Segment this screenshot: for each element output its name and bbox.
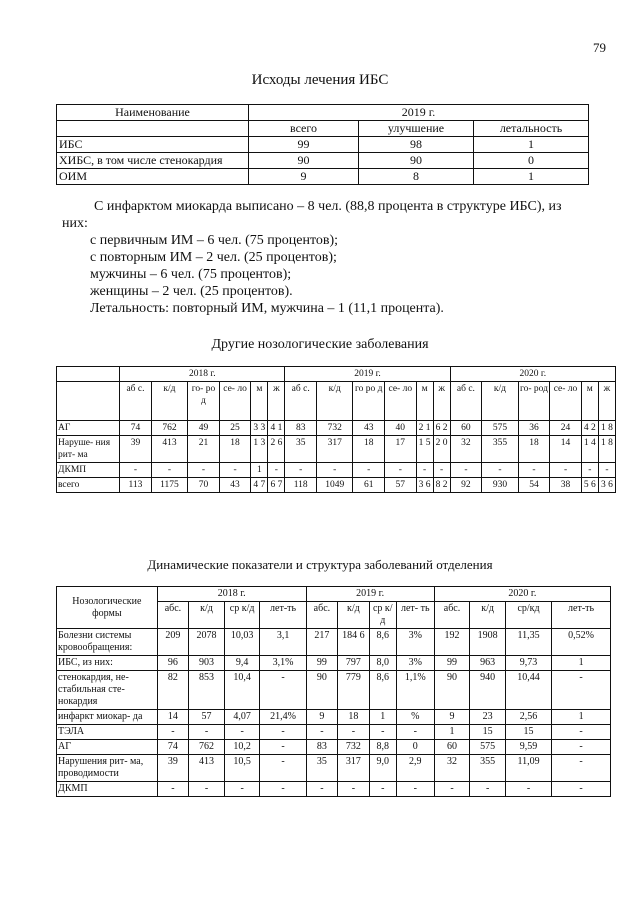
- t2-subheader: ж: [433, 382, 450, 421]
- t2-cell: -: [550, 463, 582, 478]
- t3-cell: 732: [338, 740, 369, 755]
- table-row: [57, 755, 611, 782]
- t3-cell: 0: [396, 740, 434, 755]
- t1-cell: 98: [359, 137, 474, 153]
- t2-cell: 61: [353, 478, 385, 493]
- t3-cell: 192: [434, 629, 470, 656]
- t3-cell: -: [552, 755, 611, 782]
- list-item: с повторным ИМ – 2 чел. (25 процентов);: [90, 250, 337, 265]
- t2-cell: 2 0: [433, 436, 450, 463]
- t2-cell: 18: [518, 436, 550, 463]
- t3-row-label: ИБС, из них:: [57, 656, 158, 671]
- t3-cell: -: [224, 725, 260, 740]
- t3-cell: -: [369, 782, 396, 797]
- t3-cell: 184 6: [338, 629, 369, 656]
- t2-subheader: аб с.: [285, 382, 317, 421]
- t3-cell: 0,52%: [552, 629, 611, 656]
- t2-cell: 732: [316, 421, 352, 436]
- dynamics-table: [56, 586, 611, 797]
- t3-cell: -: [470, 782, 506, 797]
- t3-subheader: ср к/д: [369, 602, 396, 629]
- t3-cell: -: [338, 725, 369, 740]
- t3-cell: 15: [505, 725, 551, 740]
- t2-cell: 2 1: [416, 421, 433, 436]
- list-item: женщины – 2 чел. (25 процентов).: [90, 284, 293, 299]
- t3-cell: 413: [189, 755, 225, 782]
- list-item: мужчины – 6 чел. (75 процентов);: [90, 267, 292, 282]
- t2-cell: -: [433, 463, 450, 478]
- t3-cell: -: [552, 782, 611, 797]
- t2-subheader: се- ло: [219, 382, 251, 421]
- t2-year: 2018 г.: [120, 367, 285, 382]
- t1-cell: 9: [249, 169, 359, 185]
- t3-cell: 23: [470, 710, 506, 725]
- t3-cell: 9,0: [369, 755, 396, 782]
- t1-subheader: улучшение: [359, 121, 474, 137]
- t3-cell: 96: [157, 656, 188, 671]
- t3-cell: 1: [434, 725, 470, 740]
- t2-cell: 113: [120, 478, 152, 493]
- table-row: [57, 740, 611, 755]
- t3-row-label: ТЭЛА: [57, 725, 158, 740]
- t3-cell: -: [260, 755, 306, 782]
- t2-cell: 575: [482, 421, 518, 436]
- t3-cell: 3,1%: [260, 656, 306, 671]
- t1-cell: 90: [249, 153, 359, 169]
- t3-cell: 10,03: [224, 629, 260, 656]
- t2-cell: 38: [550, 478, 582, 493]
- t3-cell: %: [396, 710, 434, 725]
- t3-cell: -: [224, 782, 260, 797]
- title-ibs-outcomes: Исходы лечения ИБС: [251, 72, 389, 88]
- t2-subheader: ж: [268, 382, 285, 421]
- t3-cell: 10,5: [224, 755, 260, 782]
- t3-cell: 90: [434, 671, 470, 710]
- t3-cell: 355: [470, 755, 506, 782]
- t2-row-label: Наруше- ния рит- ма: [57, 436, 120, 463]
- t3-row-label: инфаркт миокар- да: [57, 710, 158, 725]
- t2-subheader: го- род: [518, 382, 550, 421]
- t3-cell: -: [260, 740, 306, 755]
- t2-cell: 70: [188, 478, 220, 493]
- t3-cell: -: [260, 782, 306, 797]
- t2-cell: 43: [219, 478, 251, 493]
- t2-subheader: ж: [598, 382, 615, 421]
- t2-cell: 1 5: [416, 436, 433, 463]
- t3-cell: 3%: [396, 629, 434, 656]
- t2-subheader: аб с.: [120, 382, 152, 421]
- mi-paragraph: [62, 198, 622, 232]
- table-row: [57, 153, 589, 169]
- t3-cell: -: [260, 671, 306, 710]
- t2-cell: 17: [385, 436, 417, 463]
- t2-cell: 3 6: [598, 478, 615, 493]
- t3-cell: 3,1: [260, 629, 306, 656]
- t3-cell: 57: [189, 710, 225, 725]
- t3-subheader: к/д: [189, 602, 225, 629]
- t3-cell: 1908: [470, 629, 506, 656]
- t3-cell: 9,4: [224, 656, 260, 671]
- t3-cell: 2,9: [396, 755, 434, 782]
- page-number: 79: [593, 40, 606, 55]
- t1-cell: 99: [249, 137, 359, 153]
- t2-subheader: к/д: [482, 382, 518, 421]
- t1-header-year: 2019 г.: [249, 105, 589, 121]
- t2-cell: -: [120, 463, 152, 478]
- t3-subheader: лет-ть: [260, 602, 306, 629]
- t1-subheader: летальность: [474, 121, 589, 137]
- t2-cell: 1 3: [251, 436, 268, 463]
- t2-cell: -: [581, 463, 598, 478]
- t3-cell: 82: [157, 671, 188, 710]
- t1-header-name: Наименование: [57, 105, 249, 121]
- t1-cell: 90: [359, 153, 474, 169]
- t3-cell: -: [338, 782, 369, 797]
- t2-cell: -: [598, 463, 615, 478]
- t3-subheader: абс.: [157, 602, 188, 629]
- table-row: [57, 436, 616, 463]
- t2-cell: 317: [316, 436, 352, 463]
- table-row: [57, 478, 616, 493]
- t2-cell: 36: [518, 421, 550, 436]
- t3-cell: -: [552, 725, 611, 740]
- t3-cell: 74: [157, 740, 188, 755]
- t3-cell: 209: [157, 629, 188, 656]
- table-row: [57, 421, 616, 436]
- t2-corner: [57, 382, 120, 421]
- t3-row-label: ДКМП: [57, 782, 158, 797]
- t3-cell: 903: [189, 656, 225, 671]
- t1-cell: 1: [474, 137, 589, 153]
- t2-cell: 3 6: [416, 478, 433, 493]
- title-dynamics: Динамические показатели и структура заболеваний отделения: [147, 557, 493, 572]
- table-row: [57, 137, 589, 153]
- t2-cell: -: [482, 463, 518, 478]
- t3-cell: -: [189, 782, 225, 797]
- t3-cell: -: [396, 782, 434, 797]
- t3-cell: 99: [306, 656, 337, 671]
- t2-cell: 92: [450, 478, 482, 493]
- t3-subheader: лет- ть: [396, 602, 434, 629]
- table-row: [57, 671, 611, 710]
- t1-subheader: всего: [249, 121, 359, 137]
- paragraph-line: С инфарктом миокарда выписано – 8 чел. (88,8 процента в структуре ИБС), из: [94, 199, 562, 214]
- t3-cell: 14: [157, 710, 188, 725]
- t2-cell: 4 2: [581, 421, 598, 436]
- table-row: [57, 463, 616, 478]
- t2-cell: 43: [353, 421, 385, 436]
- t2-cell: 49: [188, 421, 220, 436]
- t3-row-label: стенокардия, не- стабильная сте- нокардия: [57, 671, 158, 710]
- t3-cell: 1: [369, 710, 396, 725]
- table-row: [57, 629, 611, 656]
- t2-cell: 762: [151, 421, 187, 436]
- t3-cell: 15: [470, 725, 506, 740]
- t3-row-label: АГ: [57, 740, 158, 755]
- t3-cell: 963: [470, 656, 506, 671]
- t3-header-name: Нозологические формы: [57, 587, 158, 629]
- t2-subheader: к/д: [151, 382, 187, 421]
- t2-cell: 1: [251, 463, 268, 478]
- t3-cell: -: [369, 725, 396, 740]
- t2-subheader: к/д: [316, 382, 352, 421]
- table-row: [57, 169, 589, 185]
- other-diseases-table: [56, 366, 616, 493]
- t2-subheader: го ро д: [353, 382, 385, 421]
- t2-cell: -: [416, 463, 433, 478]
- t3-cell: 1: [552, 710, 611, 725]
- t2-cell: -: [518, 463, 550, 478]
- t3-row-label: Болезни системы кровообращения:: [57, 629, 158, 656]
- t3-cell: 8,6: [369, 629, 396, 656]
- t2-cell: -: [219, 463, 251, 478]
- t3-cell: 3%: [396, 656, 434, 671]
- t2-cell: 54: [518, 478, 550, 493]
- t3-subheader: абс.: [434, 602, 470, 629]
- t2-cell: 1 8: [598, 421, 615, 436]
- t3-cell: 9,73: [505, 656, 551, 671]
- t2-subheader: м: [581, 382, 598, 421]
- t2-cell: 24: [550, 421, 582, 436]
- t2-subheader: аб с.: [450, 382, 482, 421]
- t1-cell: 8: [359, 169, 474, 185]
- list-item: Летальность: повторный ИМ, мужчина – 1 (11,1 процента).: [90, 301, 444, 316]
- t3-cell: 940: [470, 671, 506, 710]
- t2-row-label: ДКМП: [57, 463, 120, 478]
- t3-cell: 4,07: [224, 710, 260, 725]
- paragraph-line: них:: [62, 216, 88, 231]
- t1-cell: ОИМ: [57, 169, 249, 185]
- t3-cell: 853: [189, 671, 225, 710]
- t2-cell: 57: [385, 478, 417, 493]
- t3-cell: -: [306, 725, 337, 740]
- t2-cell: 32: [450, 436, 482, 463]
- t2-cell: 60: [450, 421, 482, 436]
- t3-cell: 2078: [189, 629, 225, 656]
- list-item: с первичным ИМ – 6 чел. (75 процентов);: [90, 233, 339, 248]
- t2-cell: 83: [285, 421, 317, 436]
- t2-cell: 1175: [151, 478, 187, 493]
- t2-cell: 39: [120, 436, 152, 463]
- t3-cell: 21,4%: [260, 710, 306, 725]
- title-other-diseases: Другие нозологические заболевания: [211, 337, 429, 352]
- t2-cell: 18: [353, 436, 385, 463]
- t3-subheader: к/д: [338, 602, 369, 629]
- t3-cell: 9,59: [505, 740, 551, 755]
- t2-cell: 14: [550, 436, 582, 463]
- t2-corner: [57, 367, 120, 382]
- t2-cell: 2 6: [268, 436, 285, 463]
- t3-cell: 11,09: [505, 755, 551, 782]
- t2-cell: -: [268, 463, 285, 478]
- t2-cell: 4 7: [251, 478, 268, 493]
- ibs-outcomes-table: [56, 104, 589, 185]
- t2-row-label: всего: [57, 478, 120, 493]
- t3-cell: 10,4: [224, 671, 260, 710]
- t3-cell: 83: [306, 740, 337, 755]
- t3-cell: -: [434, 782, 470, 797]
- t1-header-empty: [57, 121, 249, 137]
- t1-cell: 1: [474, 169, 589, 185]
- t2-subheader: м: [251, 382, 268, 421]
- t3-cell: -: [157, 782, 188, 797]
- t3-cell: 10,2: [224, 740, 260, 755]
- t3-cell: 575: [470, 740, 506, 755]
- t3-cell: 317: [338, 755, 369, 782]
- t2-cell: 6 7: [268, 478, 285, 493]
- t3-row-label: Нарушения рит- ма, проводимости: [57, 755, 158, 782]
- t2-cell: 118: [285, 478, 317, 493]
- t2-cell: -: [285, 463, 317, 478]
- t3-subheader: к/д: [470, 602, 506, 629]
- t3-cell: 9: [434, 710, 470, 725]
- t2-cell: 25: [219, 421, 251, 436]
- t3-cell: 762: [189, 740, 225, 755]
- t2-year: 2019 г.: [285, 367, 450, 382]
- t2-cell: -: [151, 463, 187, 478]
- t2-year: 2020 г.: [450, 367, 615, 382]
- t3-cell: 217: [306, 629, 337, 656]
- t2-subheader: го- ро д: [188, 382, 220, 421]
- t2-cell: 21: [188, 436, 220, 463]
- t1-cell: ИБС: [57, 137, 249, 153]
- t2-cell: 40: [385, 421, 417, 436]
- t3-cell: 797: [338, 656, 369, 671]
- t3-cell: -: [396, 725, 434, 740]
- t3-cell: -: [552, 671, 611, 710]
- t3-cell: 90: [306, 671, 337, 710]
- t2-cell: -: [316, 463, 352, 478]
- t2-cell: -: [188, 463, 220, 478]
- t3-cell: 11,35: [505, 629, 551, 656]
- t2-cell: 930: [482, 478, 518, 493]
- t3-cell: -: [505, 782, 551, 797]
- table-row: [57, 782, 611, 797]
- table-row: [57, 710, 611, 725]
- table-row: [57, 725, 611, 740]
- t2-cell: 35: [285, 436, 317, 463]
- t2-subheader: се- ло: [385, 382, 417, 421]
- t1-cell: 0: [474, 153, 589, 169]
- t3-cell: 18: [338, 710, 369, 725]
- t3-cell: 1: [552, 656, 611, 671]
- t3-year: 2020 г.: [434, 587, 610, 602]
- t2-cell: 4 1: [268, 421, 285, 436]
- t2-cell: 355: [482, 436, 518, 463]
- t2-cell: 413: [151, 436, 187, 463]
- t2-cell: 1 8: [598, 436, 615, 463]
- t3-cell: -: [552, 740, 611, 755]
- t2-cell: 18: [219, 436, 251, 463]
- t3-cell: -: [157, 725, 188, 740]
- t3-cell: 1,1%: [396, 671, 434, 710]
- t3-subheader: лет-ть: [552, 602, 611, 629]
- t3-cell: 35: [306, 755, 337, 782]
- t3-subheader: ср/кд: [505, 602, 551, 629]
- t2-subheader: м: [416, 382, 433, 421]
- t3-cell: 8,8: [369, 740, 396, 755]
- t3-cell: -: [189, 725, 225, 740]
- t2-cell: 3 3: [251, 421, 268, 436]
- t3-cell: 60: [434, 740, 470, 755]
- t3-cell: 8,6: [369, 671, 396, 710]
- t3-cell: 779: [338, 671, 369, 710]
- t2-cell: 1049: [316, 478, 352, 493]
- t3-cell: 32: [434, 755, 470, 782]
- t3-subheader: абс.: [306, 602, 337, 629]
- table-row: [57, 656, 611, 671]
- t3-year: 2019 г.: [306, 587, 434, 602]
- t3-year: 2018 г.: [157, 587, 306, 602]
- t1-cell: ХИБС, в том числе стенокардия: [57, 153, 249, 169]
- t3-cell: -: [306, 782, 337, 797]
- t2-subheader: се- ло: [550, 382, 582, 421]
- t3-subheader: ср к/д: [224, 602, 260, 629]
- t3-cell: 2,56: [505, 710, 551, 725]
- t2-row-label: АГ: [57, 421, 120, 436]
- t3-cell: 8,0: [369, 656, 396, 671]
- t3-cell: 10,44: [505, 671, 551, 710]
- t3-cell: -: [260, 725, 306, 740]
- t2-cell: 74: [120, 421, 152, 436]
- t2-cell: 6 2: [433, 421, 450, 436]
- t3-cell: 9: [306, 710, 337, 725]
- t2-cell: 1 4: [581, 436, 598, 463]
- t3-cell: 99: [434, 656, 470, 671]
- t2-cell: -: [353, 463, 385, 478]
- t3-cell: 39: [157, 755, 188, 782]
- t2-cell: 5 6: [581, 478, 598, 493]
- t2-cell: -: [450, 463, 482, 478]
- t2-cell: -: [385, 463, 417, 478]
- t2-cell: 8 2: [433, 478, 450, 493]
